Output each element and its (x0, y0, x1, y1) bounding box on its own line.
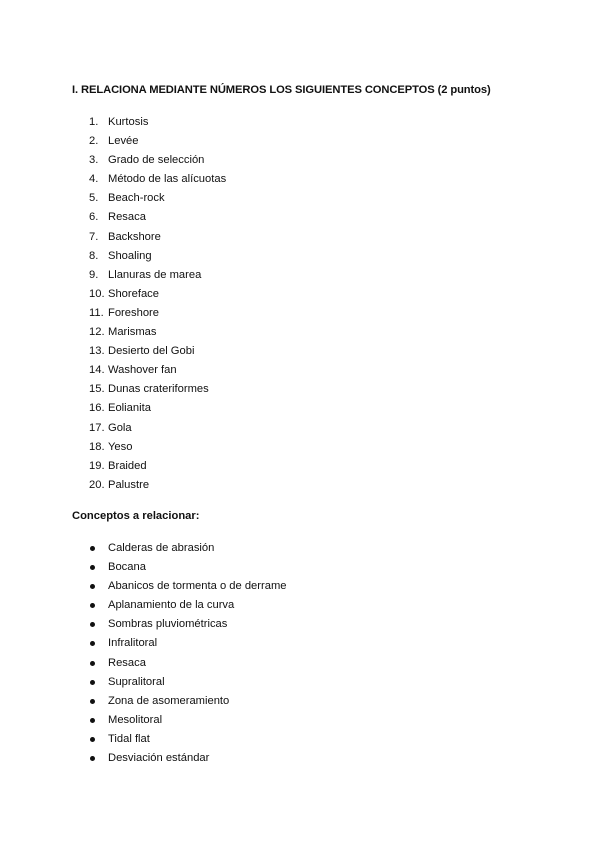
concept-text: Calderas de abrasión (108, 542, 215, 554)
item-number: 2. (89, 135, 99, 148)
bullet-icon (90, 641, 95, 646)
concept-text: Sombras pluviométricas (108, 618, 228, 631)
item-number: 18. (89, 440, 105, 453)
item-text: Beach-rock (108, 192, 165, 205)
item-text: Shoreface (108, 287, 159, 300)
concept-text: Abanicos de tormenta o de derrame (108, 580, 287, 593)
item-text: Kurtosis (108, 116, 149, 128)
bullet-icon (90, 737, 95, 742)
bullet-icon (90, 565, 95, 570)
item-number: 1. (89, 116, 99, 128)
bullet-icon (90, 622, 95, 627)
bullet-icon (90, 699, 95, 704)
item-number: 5. (89, 192, 99, 205)
bullet-icon (90, 584, 95, 589)
item-number: 19. (89, 459, 105, 472)
item-number: 13. (89, 345, 105, 358)
bullet-icon (90, 680, 95, 685)
item-number: 12. (89, 326, 105, 339)
item-text: Shoaling (108, 249, 152, 262)
concept-text: Tidal flat (108, 732, 150, 745)
item-number: 6. (89, 211, 99, 224)
item-text: Desierto del Gobi (108, 345, 195, 358)
item-text: Grado de selección (108, 154, 205, 167)
item-text: Resaca (108, 211, 146, 224)
item-number: 11. (89, 306, 104, 319)
item-text: Washover fan (108, 364, 177, 377)
item-number: 9. (89, 268, 99, 281)
item-text: Eolianita (108, 402, 151, 415)
concept-text: Mesolitoral (108, 713, 163, 726)
section-heading: I. RELACIONA MEDIANTE NÚMEROS LOS SIGUIENTES CONCEPTOS (2 puntos) (72, 84, 491, 96)
concept-text: Supralitoral (108, 675, 165, 688)
item-text: Llanuras de marea (108, 268, 202, 281)
item-text: Palustre (108, 478, 150, 491)
item-number: 16. (89, 402, 105, 415)
bullet-icon (90, 756, 95, 761)
item-number: 8. (89, 249, 99, 262)
concept-text: Resaca (108, 656, 146, 669)
item-text: Backshore (108, 230, 161, 243)
item-number: 20. (89, 478, 105, 491)
item-number: 17. (89, 421, 105, 434)
concepts-heading: Conceptos a relacionar: (72, 510, 200, 522)
item-text: Marismas (108, 326, 157, 339)
item-number: 15. (89, 383, 105, 396)
item-number: 7. (89, 230, 99, 243)
concept-text: Aplanamiento de la curva (108, 599, 235, 612)
concept-text: Infralitoral (108, 637, 158, 650)
item-number: 14. (89, 364, 105, 377)
item-number: 3. (89, 154, 99, 167)
item-text: Dunas crateriformes (108, 383, 209, 396)
item-text: Método de las alícuotas (108, 173, 227, 186)
bullet-icon (90, 718, 95, 723)
item-text: Braided (108, 459, 147, 472)
concept-text: Bocana (108, 561, 146, 574)
bullet-icon (90, 661, 95, 666)
item-text: Levée (108, 135, 139, 148)
item-text: Foreshore (108, 306, 159, 319)
concept-text: Zona de asomeramiento (108, 694, 230, 707)
bullet-icon (90, 603, 95, 608)
item-text: Yeso (108, 440, 133, 453)
concept-text: Desviación estándar (108, 752, 210, 765)
item-text: Gola (108, 421, 132, 434)
item-number: 4. (89, 173, 99, 186)
item-number: 10. (89, 287, 105, 300)
bullet-icon (90, 546, 95, 551)
